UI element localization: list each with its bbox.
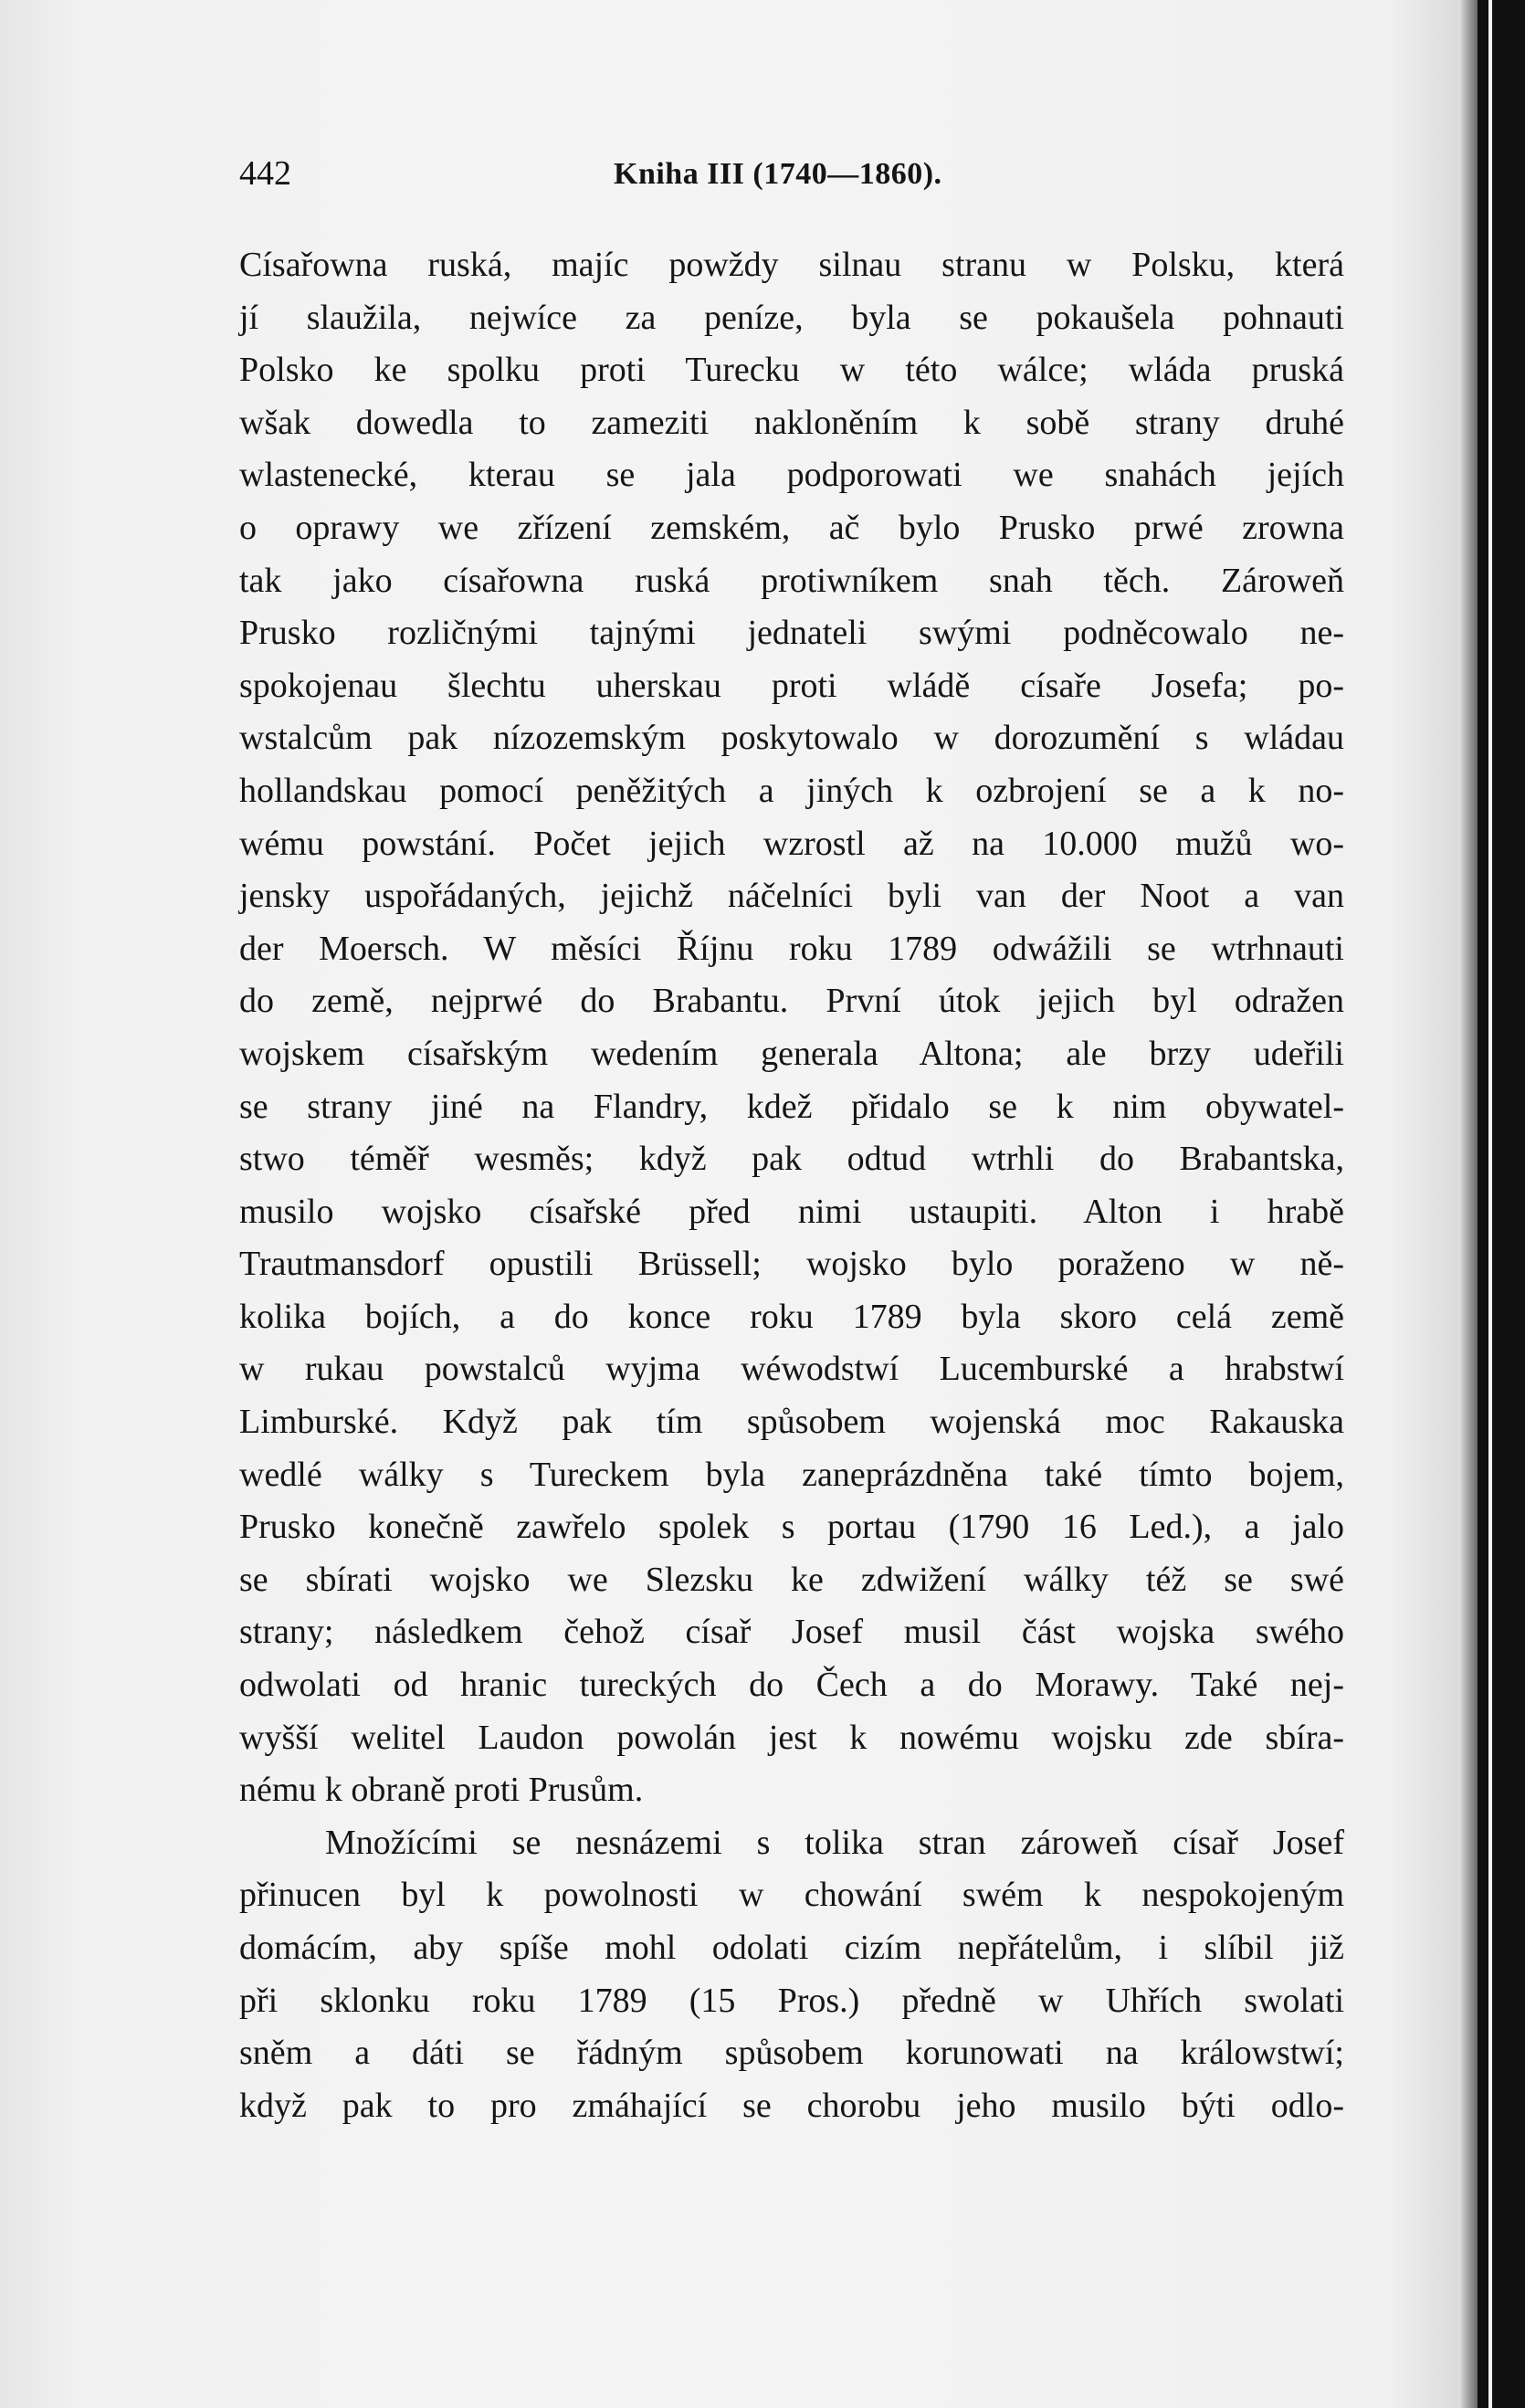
scan-border bbox=[1478, 0, 1525, 2408]
text-line: der Moersch. W měsíci Říjnu roku 1789 odwážili se wtrhnauti bbox=[239, 929, 1344, 968]
page-header bbox=[239, 153, 1344, 208]
text-line: nému k obraně proti Prusům. bbox=[239, 1771, 644, 1810]
text-line: jí slaužila, nejwíce za peníze, byla se pokaušela pohnauti bbox=[239, 298, 1344, 337]
paragraph-1 bbox=[239, 239, 1344, 1817]
text-line: domácím, aby spíše mohl odolati cizím nepřátelům, i slíbil již bbox=[239, 1929, 1344, 1967]
text-line: kolika bojích, a do konce roku 1789 byla skoro celá země bbox=[239, 1297, 1344, 1336]
text-line: hollandskau pomocí peněžitých a jiných k ozbrojení se a k no- bbox=[239, 771, 1344, 810]
text-line: jensky uspořádaných, jejichž náčelníci byli van der Noot a van bbox=[239, 877, 1344, 916]
text-line: wlastenecké, kterau se jala podporowati we snahách jejích bbox=[239, 456, 1344, 495]
text-line: Množícími se nesnázemi s tolika stran zároweň císař Josef bbox=[325, 1823, 1344, 1862]
next-page-edge bbox=[1488, 0, 1492, 2408]
text-line: přinucen byl k powolnosti w chowání swém k nespokojeným bbox=[239, 1876, 1344, 1915]
text-line: wyšší welitel Laudon powolán jest k nowému wojsku zde sbíra- bbox=[239, 1718, 1344, 1757]
text-line: sněm a dáti se řádným spůsobem korunowati na králowstwí; bbox=[239, 2034, 1344, 2073]
body-text bbox=[239, 239, 1344, 2132]
text-line: Prusko konečně zawřelo spolek s portau (1790 16 Led.), a jalo bbox=[239, 1508, 1344, 1547]
text-line: o oprawy we zřízení zemském, ač bylo Prusko prwé zrowna bbox=[239, 508, 1344, 547]
text-line: wojskem císařským wedením generala Altona; ale brzy udeřili bbox=[239, 1034, 1344, 1073]
text-line: tak jako císařowna ruská protiwníkem snah těch. Zároweň bbox=[239, 561, 1344, 600]
text-line: wedlé wálky s Tureckem byla zaneprázdněna také tímto bojem, bbox=[239, 1455, 1344, 1494]
text-line: Císařowna ruská, majíc powždy silnau stranu w Polsku, která bbox=[239, 246, 1344, 284]
text-line: spokojenau šlechtu uherskau proti wládě císaře Josefa; po- bbox=[239, 666, 1344, 705]
text-line: se strany jiné na Flandry, kdež přidalo se k nim obywatel- bbox=[239, 1087, 1344, 1126]
paragraph-2 bbox=[239, 1817, 1344, 2133]
text-line: Limburské. Když pak tím spůsobem wojenská moc Rakauska bbox=[239, 1403, 1344, 1442]
page-edge-shadow bbox=[1461, 0, 1478, 2408]
text-line: když pak to pro zmáhající se chorobu jeho musilo býti odlo- bbox=[239, 2086, 1344, 2125]
text-line: se sbírati wojsko we Slezsku ke zdwižení wálky též se swé bbox=[239, 1560, 1344, 1599]
text-line: musilo wojsko císařské před nimi ustaupiti. Alton i hrabě bbox=[239, 1192, 1344, 1231]
text-line: při sklonku roku 1789 (15 Pros.) předně w Uhřích swolati bbox=[239, 1981, 1344, 2020]
text-line: do země, nejprwé do Brabantu. První útok jejich byl odražen bbox=[239, 982, 1344, 1021]
text-line: stwo téměř wesměs; když pak odtud wtrhli do Brabantska, bbox=[239, 1140, 1344, 1179]
text-line: wšak dowedla to zameziti nakloněním k sobě strany druhé bbox=[239, 403, 1344, 442]
text-line: Polsko ke spolku proti Turecku w této wálce; wláda pruská bbox=[239, 351, 1344, 390]
running-head: Kniha III (1740—1860). bbox=[614, 157, 942, 191]
text-line: odwolati od hranic tureckých do Čech a do Morawy. Také nej- bbox=[239, 1666, 1344, 1705]
text-line: wému powstání. Počet jejich wzrostl až na 10.000 mužů wo- bbox=[239, 824, 1344, 863]
text-line: Prusko rozličnými tajnými jednateli swými podněcowalo ne- bbox=[239, 614, 1344, 653]
text-line: w rukau powstalců wyjma wéwodstwí Lucemburské a hrabstwí bbox=[239, 1350, 1344, 1389]
text-line: Trautmansdorf opustili Brüssell; wojsko bylo poraženo w ně- bbox=[239, 1245, 1344, 1284]
text-line: wstalcům pak nízozemským poskytowalo w dorozumění s wládau bbox=[239, 719, 1344, 758]
page-number: 442 bbox=[239, 154, 291, 193]
text-line: strany; následkem čehož císař Josef musil část wojska swého bbox=[239, 1613, 1344, 1652]
